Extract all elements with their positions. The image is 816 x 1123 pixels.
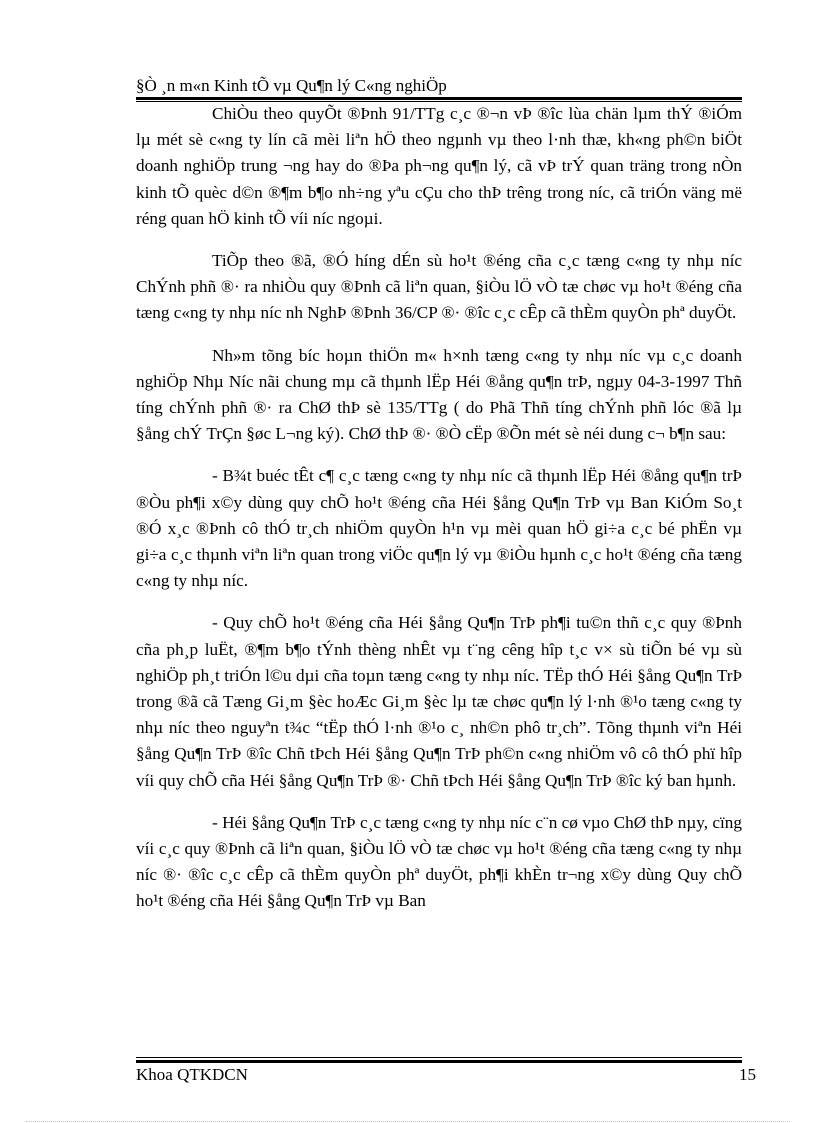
header-rule-thick: [136, 97, 742, 100]
document-body: [136, 101, 742, 931]
page-header-title: §Ò ¸n m«n Kinh tÕ vµ Qu¶n lý C«ng nghiÖp: [136, 76, 447, 95]
page-bottom-dotted-divider: [26, 1121, 790, 1122]
paragraph: TiÕp theo ®ã, ®Ó híng dÉn sù ho¹t ®éng cña c¸c tæng c«ng ty nhµ níc ChÝnh phñ ®· ra nhiÒu quy ®Þnh cã liªn quan, §iÒu lÖ vÒ tæ chøc vµ ho¹t ®éng cña tæng c«ng ty nhµ níc nh NghÞ ®Þnh 36/CP ®· ®îc c¸c cÊp cã thÈm quyÒn phª duyÖt.: [136, 251, 742, 323]
footer-department: Khoa QTKDCN: [136, 1065, 248, 1084]
paragraph: - B¾t buéc tÊt c¶ c¸c tæng c«ng ty nhµ níc cã thµnh lËp Héi ®ång qu¶n trÞ ®Òu ph¶i x©y dùng quy chÕ ho¹t ®éng cña Héi §ång Qu¶n TrÞ vµ Ban KiÓm So¸t ®Ó x¸c ®Þnh cô thÓ tr¸ch nhiÖm quyÒn h¹n vµ mèi quan hÖ gi÷a c¸c bé phËn vµ gi÷a c¸c thµnh viªn liªn quan trong viÖc qu¶n lý vµ ®iÒu hµnh c¸c ho¹t ®éng cña tæng c«ng ty nhµ níc.: [136, 466, 742, 591]
paragraph: - Quy chÕ ho¹t ®éng cña Héi §ång Qu¶n TrÞ ph¶i tu©n thñ c¸c quy ®Þnh cña ph¸p luËt, ®¶m b¶o tÝnh thèng nhÊt vµ t¨ng cêng hîp t¸c v× sù tiÕn bé vµ sù nghiÖp ph¸t triÓn l©u dµi cña toµn tæng c«ng ty nhµ níc. TËp thÓ Héi §ång Qu¶n TrÞ trong ®ã cã Tæng Gi¸m §èc hoÆc Gi¸m §èc lµ tæ chøc qu¶n lý l·nh ®¹o tæng c«ng ty nhµ níc theo nguyªn t¾c “tËp thÓ l·nh ®¹o c¸ nh©n phô tr¸ch”. Tõng thµnh viªn Héi §ång Qu¶n TrÞ ®îc Chñ tÞch Héi §ång Qu¶n TrÞ ph©n c«ng nhiÖm vô cô thÓ phï hîp víi quy chÕ cña Héi §ång Qu¶n TrÞ ®· Chñ tÞch Héi §ång Qu¶n TrÞ ®îc ký ban hµnh.: [136, 613, 742, 790]
paragraph: Nh»m tõng bíc hoµn thiÖn m« h×nh tæng c«ng ty nhµ níc vµ c¸c doanh nghiÖp Nhµ Níc nãi chung mµ cã thµnh lËp Héi ®ång qu¶n trÞ, ngµy 04-3-1997 Thñ tíng chÝnh phñ ®· ra ChØ thÞ sè 135/TTg ( do Phã Thñ tíng chÝnh phñ lóc ®ã lµ §ång chÝ TrÇn §øc L¬ng ký). ChØ thÞ ®· ®Ò cËp ®Õn mét sè néi dung c¬ b¶n sau:: [136, 345, 742, 444]
paragraph: - Héi §ång Qu¶n TrÞ c¸c tæng c«ng ty nhµ níc c¨n cø vµo ChØ thÞ nµy, cïng víi c¸c quy ®Þnh cã liªn quan, §iÒu lÖ vÒ tæ chøc vµ ho¹t ®éng cña tæng c«ng ty nhµ níc ®· ®îc c¸c cÊp cã thÈm quyÒn phª duyÖt, ph¶i khÈn tr¬ng x©y dùng Quy chÕ ho¹t ®éng cña Héi §ång Qu¶n TrÞ vµ Ban: [136, 812, 742, 911]
footer-rule-thin: [136, 1057, 742, 1058]
page-number: 15: [739, 1065, 756, 1084]
footer-rule-thick: [136, 1060, 742, 1063]
paragraph: ChiÒu theo quyÕt ®Þnh 91/TTg c¸c ®¬n vÞ ®îc lùa chän lµm thÝ ®iÓm lµ mét sè c«ng ty lín cã mèi liªn hÖ theo ngµnh vµ theo l·nh thæ, kh«ng ph©n biÖt doanh nghiÖp trung ¬ng hay do ®Þa ph¬ng qu¶n lý, cã vÞ trÝ quan träng trong nÒn kinh tÕ quèc d©n ®¶m b¶o nh÷ng yªu cÇu cho thÞ trêng trong níc, cã triÓn väng më réng quan hÖ kinh tÕ víi níc ngoµi.: [136, 104, 742, 228]
